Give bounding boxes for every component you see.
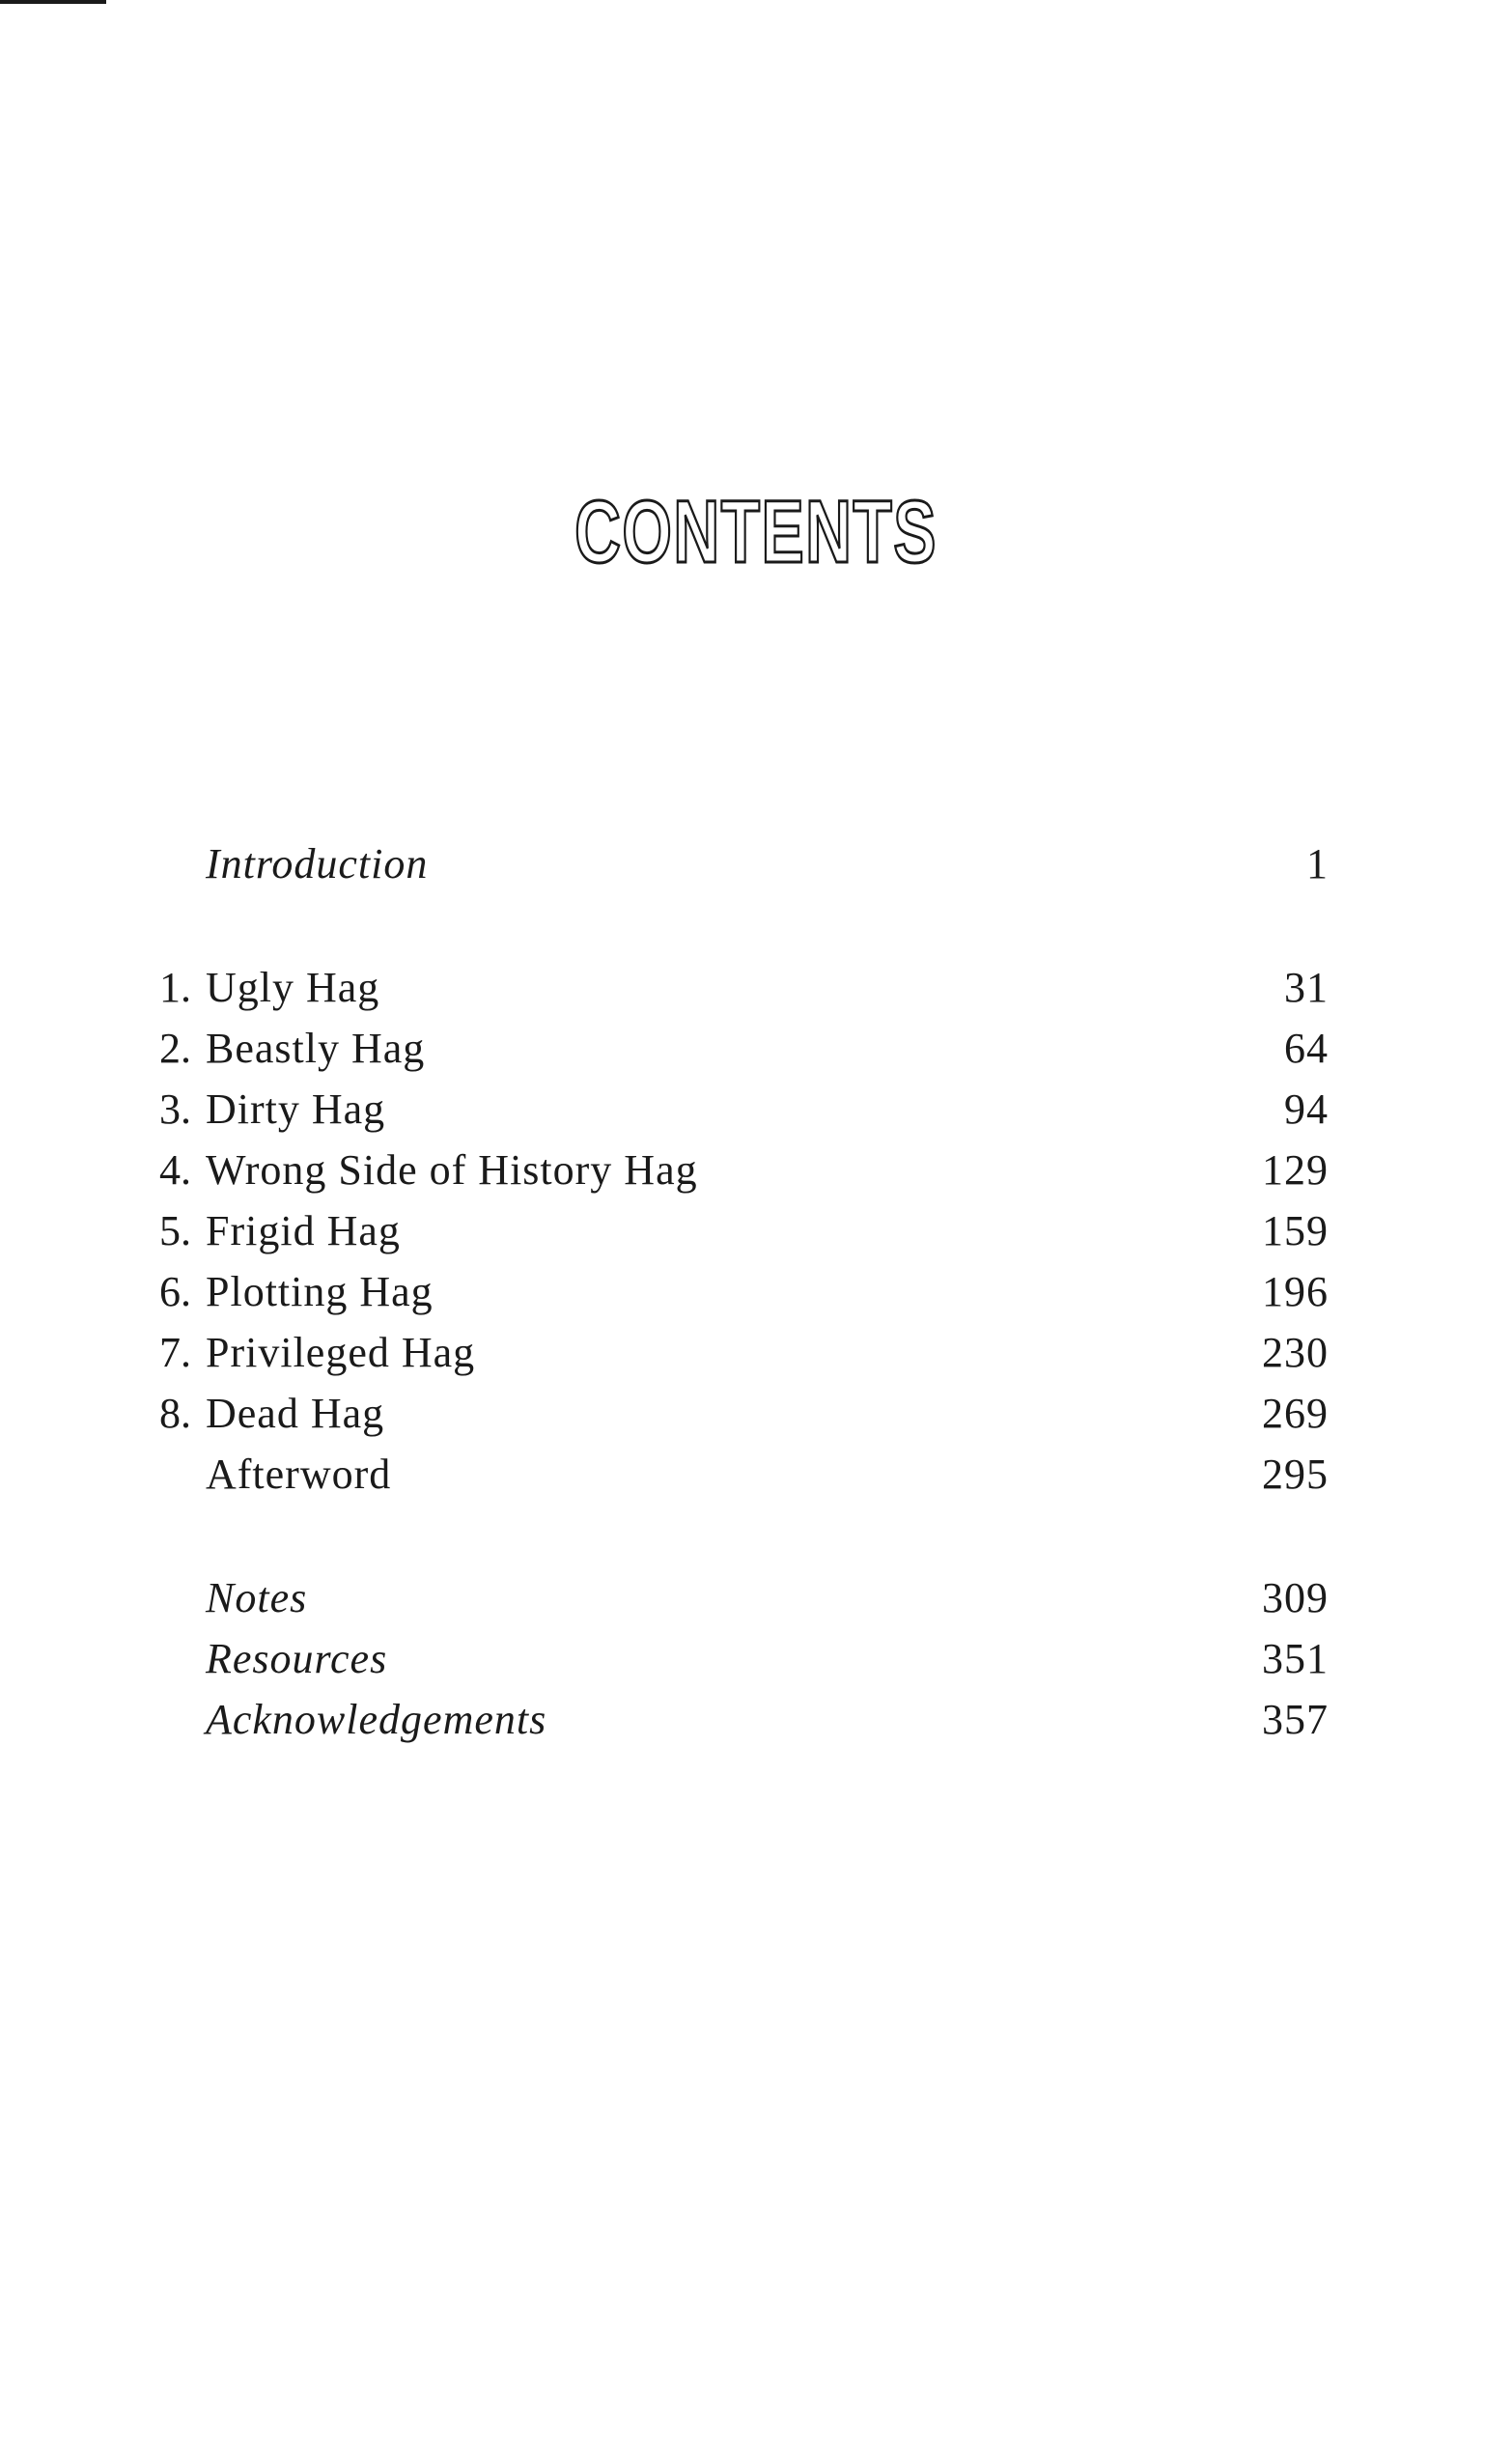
toc-entry-page: 309 xyxy=(1262,1574,1329,1621)
toc-entry-chapter-6[interactable] xyxy=(0,1268,1512,1316)
toc-entry-page: 269 xyxy=(1262,1390,1329,1437)
toc-entry-page: 230 xyxy=(1262,1329,1329,1376)
toc-entry-title: Notes xyxy=(206,1574,308,1621)
toc-entry-number: 5. xyxy=(159,1207,191,1254)
toc-entry-title: Dirty Hag xyxy=(206,1085,386,1133)
toc-entry-introduction[interactable] xyxy=(0,840,1512,888)
toc-entry-title: Afterword xyxy=(206,1451,392,1498)
toc-entry-page: 1 xyxy=(1306,840,1329,887)
toc-entry-title: Acknowledgements xyxy=(206,1696,547,1743)
toc-entry-number: 8. xyxy=(159,1390,191,1437)
toc-entry-number: 1. xyxy=(159,964,191,1011)
toc-entry-title: Privileged Hag xyxy=(206,1329,476,1376)
toc-entry-page: 94 xyxy=(1284,1085,1329,1133)
toc-entry-afterword[interactable] xyxy=(0,1451,1512,1499)
toc-entry-page: 159 xyxy=(1262,1207,1329,1254)
toc-entry-page: 351 xyxy=(1262,1635,1329,1682)
toc-entry-notes[interactable] xyxy=(0,1574,1512,1622)
toc-entry-title: Introduction xyxy=(206,840,429,887)
toc-entry-chapter-4[interactable] xyxy=(0,1146,1512,1195)
toc-entry-title: Wrong Side of History Hag xyxy=(206,1146,698,1194)
toc-entry-page: 129 xyxy=(1262,1146,1329,1194)
toc-entry-page: 64 xyxy=(1284,1025,1329,1072)
toc-entry-title: Frigid Hag xyxy=(206,1207,401,1254)
toc-entry-page: 31 xyxy=(1284,964,1329,1011)
page-title: CONTENTS xyxy=(574,483,938,581)
toc-entry-number: 2. xyxy=(159,1025,191,1072)
toc-entry-page: 357 xyxy=(1262,1696,1329,1743)
toc-entry-chapter-3[interactable] xyxy=(0,1085,1512,1134)
toc-entry-chapter-7[interactable] xyxy=(0,1329,1512,1377)
toc-entry-title: Plotting Hag xyxy=(206,1268,434,1315)
toc-entry-number: 4. xyxy=(159,1146,191,1194)
toc-entry-number: 3. xyxy=(159,1085,191,1133)
toc-entry-chapter-1[interactable] xyxy=(0,964,1512,1012)
toc-entry-chapter-8[interactable] xyxy=(0,1390,1512,1438)
toc-entry-chapter-5[interactable] xyxy=(0,1207,1512,1255)
toc-entry-resources[interactable] xyxy=(0,1635,1512,1683)
toc-entry-title: Ugly Hag xyxy=(206,964,380,1011)
toc-entry-acknowledgements[interactable] xyxy=(0,1696,1512,1744)
toc-entry-title: Dead Hag xyxy=(206,1390,385,1437)
toc-entry-chapter-2[interactable] xyxy=(0,1025,1512,1073)
toc-entry-page: 196 xyxy=(1262,1268,1329,1315)
toc-entry-number: 6. xyxy=(159,1268,191,1315)
toc-entry-page: 295 xyxy=(1262,1451,1329,1498)
page-edge-rule xyxy=(0,0,106,4)
toc-entry-title: Beastly Hag xyxy=(206,1025,426,1072)
toc-entry-number: 7. xyxy=(159,1329,191,1376)
toc-entry-title: Resources xyxy=(206,1635,388,1682)
